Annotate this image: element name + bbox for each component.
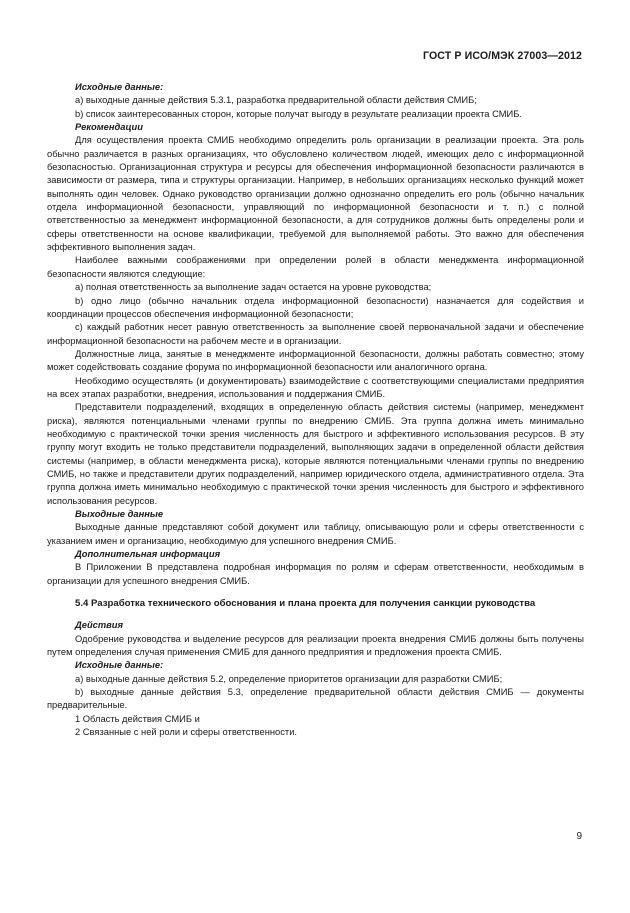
- paragraph: Выходные данные представляют собой документ или таблицу, описывающую роли и сферы ответственности с указанием имен и организацию, необходимую для успешного внедрения СМИБ.: [47, 522, 584, 546]
- heading-input-data: Исходные данные:: [75, 82, 164, 92]
- list-item: b) список заинтересованных сторон, которые получат выгоду в результате реализации проекта СМИБ.: [75, 108, 522, 119]
- paragraph: Для осуществления проекта СМИБ необходимо определить роль организации в реализации проекта. Эта роль обычно различается в разных организациях, что обусловлено количеством людей, имеющих дело с информационной безопасностью. Организационная структура и ресурсы для обеспечения информационной безопасности различаются в зависимости от размера, типа и структуры организации. Например, в небольших организациях несколько функций может выполнять один человек. Однако руководство организации должно однозначно определить его роль (обычно начальник отдела информационной безопасности, управляющий по информационной безопасности и т. п.) с полной ответственностью за менеджмент информационной безопасности, а для сотрудников должны быть определены роли и сферы ответственности на основе квалификации, требуемой для выполняемой работы. Это важно для обеспечения эффективного выполнения задач.: [47, 135, 584, 253]
- paragraph: Наиболее важными соображениями при определении ролей в области менеджмента информационной безопасности являются следующие:: [47, 255, 584, 279]
- heading-input-data: Исходные данные:: [75, 660, 164, 671]
- list-item: c) каждый работник несет равную ответственность за выполнение своей первоначальной задачи и обеспечение информационной безопасности на рабочем месте и в организации.: [47, 322, 584, 346]
- list-item: a) полная ответственность за выполнение задач остается на уровне руководства;: [75, 282, 432, 293]
- list-item: 1 Область действия СМИБ и: [75, 713, 200, 724]
- paragraph: Должностные лица, занятые в менеджменте информационной безопасности, должны работать совместно; этому может содействовать создание форума по информационной безопасности или аналогичного органа.: [47, 348, 584, 373]
- paragraph: Представители подразделений, входящих в определенную область действия системы (например, менеджмент риска), являются потенциальными членами группы по внедрению СМИБ. Эта группа должна иметь минимально необходимую с практической точки зрения численность для быстрого и эффективного использования ресурсов. В эту группу могут входить не только представители подразделений, выполняющих задачи в определенной области действия системы (например, в области менеджмента риска), которые являются потенциальными членами группы по внедрению СМИБ, но также и представители других подразделений, например юридического отдела, административного отдела. Эта группа должна иметь минимально необходимую с практической точки зрения численность для быстрого и эффективного использования ресурсов.: [47, 402, 584, 506]
- paragraph: Одобрение руководства и выделение ресурсов для реализации проекта внедрения СМИБ должны быть получены путем определения случая применения СМИБ для данного предприятия и предложения проекта СМИБ.: [47, 633, 584, 657]
- document-header: ГОСТ Р ИСО/МЭК 27003—2012: [423, 50, 582, 62]
- list-item: 2 Связанные с ней роли и сферы ответственности.: [75, 727, 298, 738]
- document-body: [47, 81, 584, 739]
- list-item: a) выходные данные действия 5.3.1, разработка предварительной области действия СМИБ;: [75, 95, 477, 106]
- heading-recommendations: Рекомендации: [75, 122, 143, 133]
- list-item: b) одно лицо (обычно начальник отдела информационной безопасности) назначается для содействия и координации процессов обеспечения информационной безопасности;: [47, 295, 584, 319]
- section-heading: 5.4 Разработка технического обоснования и плана проекта для получения санкции руководства: [75, 598, 536, 610]
- list-item: b) выходные данные действия 5.3, определение предварительной области действия СМИБ — документы предварительные.: [47, 686, 584, 711]
- paragraph: В Приложении В представлена подробная информация по ролям и сферам ответственности, необходимым в организации для успешного внедрения СМИБ.: [47, 562, 584, 586]
- heading-output-data: Выходные данные: [75, 509, 164, 519]
- heading-additional-info: Дополнительная информация: [75, 549, 221, 560]
- list-item: a) выходные данные действия 5.2, определение приоритетов организации для разработки СМИБ;: [75, 673, 503, 684]
- heading-actions: Действия: [75, 620, 124, 631]
- paragraph: Необходимо осуществлять (и документировать) взаимодействие с соответствующими специалистами предприятия на всех этапах разработки, внедрения, использования и поддержания СМИБ.: [47, 375, 584, 399]
- page-number: 9: [576, 831, 582, 842]
